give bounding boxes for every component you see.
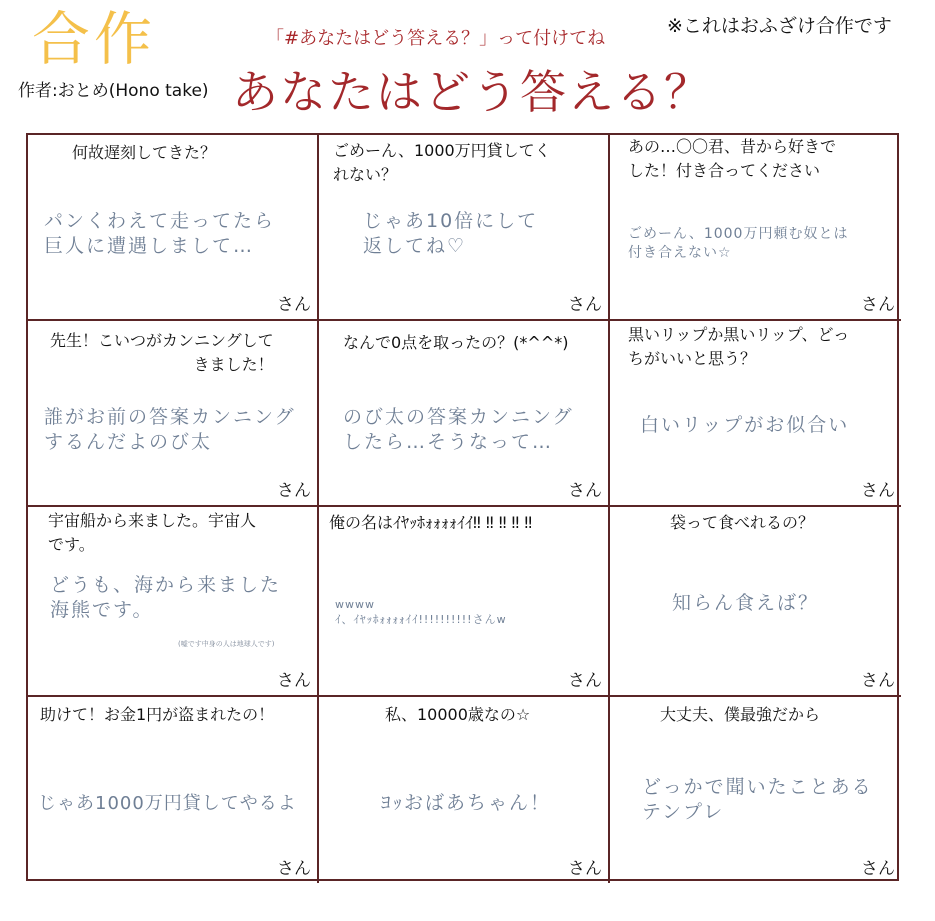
answer-text: 誰がお前の答案カンニング するんだよのび太 (44, 406, 296, 453)
grid-cell[interactable] (319, 507, 610, 697)
grid-cell[interactable] (28, 507, 319, 697)
answer-text: じゃあ1000万円貸してやるよ (38, 793, 297, 814)
answer-text: パンくわえて走ってたら 巨人に遭遇しまして… (44, 210, 276, 257)
page-title: あなたはどう答える？ (232, 65, 712, 119)
answer-text: どっかで聞いたことある テンプレ (642, 776, 873, 823)
grid-cell[interactable] (319, 321, 610, 507)
answer-text: どうも、海から来ました 海熊です。 (50, 574, 282, 621)
san-label: さん (861, 671, 895, 691)
answer-text: 白いリップがお似合い (640, 414, 850, 436)
answer-text: wwww ｲ、ｲﾔｯﾎｫｫｫｫｲｲ!!!!!!!!!!さんw (335, 598, 507, 626)
san-label: さん (861, 859, 895, 879)
san-label: さん (568, 671, 602, 691)
gassaku-label: 合作 (32, 5, 157, 73)
question-text: 助けて！お金1円が盗まれたの！ (40, 705, 275, 724)
san-label: さん (277, 481, 311, 501)
san-label: さん (861, 295, 895, 315)
answer-text: ごめーん、1000万円頼む奴とは 付き合えない☆ (628, 226, 849, 261)
hashtag-instruction: 「#あなたはどう答える？」って付けてね (266, 28, 606, 49)
san-label: さん (277, 859, 311, 879)
question-text: あの…〇〇君、昔から好きで した！付き合ってください (628, 137, 837, 180)
grid-cell[interactable] (610, 697, 901, 883)
san-label: さん (568, 481, 602, 501)
grid-cell[interactable] (28, 321, 319, 507)
answer-text: ﾖｯおばあちゃん！ (381, 792, 552, 814)
san-label: さん (568, 859, 602, 879)
answer-text: 知らん食えば？ (672, 592, 820, 614)
joke-note: ※これはおふざけ合作です (667, 15, 892, 37)
grid-cell[interactable] (610, 135, 901, 321)
question-text: 袋って食べれるの？ (670, 513, 815, 532)
question-text: なんで0点を取ったの？(*^^*) (343, 333, 569, 352)
question-text: 俺の名はｲﾔｯﾎｫｫｫｫｲｲ‼︎ ‼︎ ‼︎ ‼︎ ‼︎ (329, 513, 533, 532)
question-text: 宇宙船から来ました。宇宙人 です。 (48, 511, 257, 554)
answer-text: のび太の答案カンニング したら…そうなって… (343, 406, 574, 453)
grid-cell[interactable] (319, 697, 610, 883)
question-text: 先生！こいつがカンニングして きました！ (50, 331, 274, 374)
grid-cell[interactable] (610, 507, 901, 697)
grid-cell[interactable] (28, 135, 319, 321)
san-label: さん (861, 481, 895, 501)
grid-cell[interactable] (319, 135, 610, 321)
san-label: さん (277, 295, 311, 315)
author-credit: 作者:おとめ(Hono take) (18, 81, 209, 101)
san-label: さん (568, 295, 602, 315)
grid-cell[interactable] (28, 697, 319, 883)
question-text: 何故遅刻してきた？ (72, 143, 217, 162)
question-text: 大丈夫、僕最強だから (660, 705, 821, 724)
question-text: 私、10000歳なの☆ (385, 705, 531, 724)
aside-note: (嘘です中身の人は地球人です) (178, 640, 275, 648)
question-text: ごめーん、1000万円貸してく れない？ (333, 141, 551, 184)
grid-cell[interactable] (610, 321, 901, 507)
answer-text: じゃあ10倍にして 返してね♡ (363, 210, 539, 257)
san-label: さん (277, 671, 311, 691)
answer-grid (26, 133, 899, 881)
question-text: 黒いリップか黒いリップ、どっ ちがいいと思う？ (628, 325, 850, 368)
